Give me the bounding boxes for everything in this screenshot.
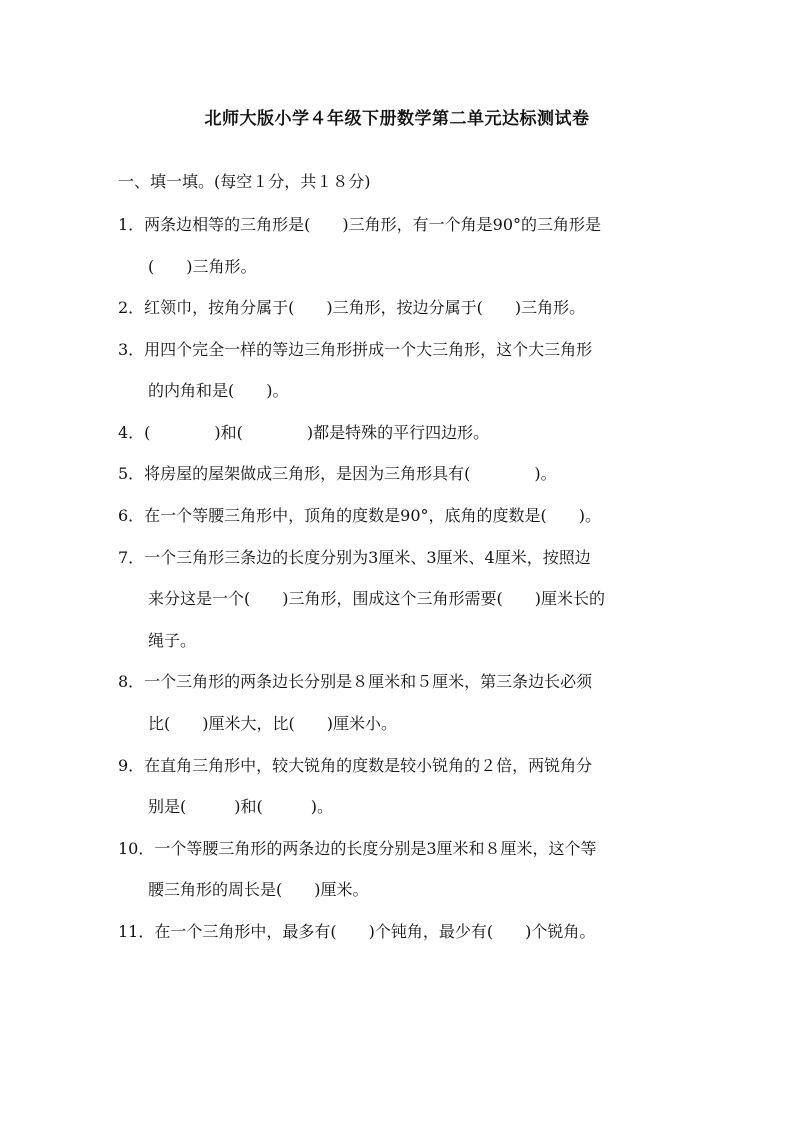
question-7-line-2: 来分这是一个( )三角形，围成这个三角形需要( )厘米长的: [148, 589, 605, 608]
question-1-line-1: 1．两条边相等的三角形是( )三角形，有一个角是90°的三角形是: [118, 215, 602, 234]
question-7-line-3: 绳子。: [148, 631, 197, 650]
section-heading: 一、填一填。(每空１分，共１８分): [118, 172, 371, 191]
question-1-line-2: ( )三角形。: [148, 257, 257, 276]
question-10-line-2: 腰三角形的周长是( )厘米。: [148, 880, 369, 899]
question-3-line-1: 3．用四个完全一样的等边三角形拼成一个大三角形，这个大三角形: [118, 340, 593, 359]
question-6-line-1: 6．在一个等腰三角形中，顶角的度数是90°，底角的度数是( )。: [118, 506, 602, 525]
question-7-line-1: 7．一个三角形三条边的长度分别为3厘米、3厘米、4厘米，按照边: [118, 548, 591, 567]
question-2-line-1: 2．红领巾，按角分属于( )三角形，按边分属于( )三角形。: [118, 298, 586, 317]
question-8-line-2: 比( )厘米大，比( )厘米小。: [148, 714, 397, 733]
question-3-line-2: 的内角和是( )。: [148, 381, 289, 400]
question-11-line-1: 11．在一个三角形中，最多有( )个钝角，最少有( )个锐角。: [118, 922, 596, 941]
question-8-line-1: 8．一个三角形的两条边长分别是８厘米和５厘米，第三条边长必须: [118, 672, 593, 691]
page-title: 北师大版小学４年级下册数学第二单元达标测试卷: [204, 109, 590, 129]
question-10-line-1: 10．一个等腰三角形的两条边的长度分别是3厘米和８厘米，这个等: [118, 839, 597, 858]
question-4-line-1: 4．( )和( )都是特殊的平行四边形。: [118, 423, 490, 442]
question-5-line-1: 5．将房屋的屋架做成三角形，是因为三角形具有( )。: [118, 464, 557, 483]
question-9-line-1: 9．在直角三角形中，较大锐角的度数是较小锐角的２倍，两锐角分: [118, 756, 593, 775]
question-9-line-2: 别是( )和( )。: [148, 797, 333, 816]
